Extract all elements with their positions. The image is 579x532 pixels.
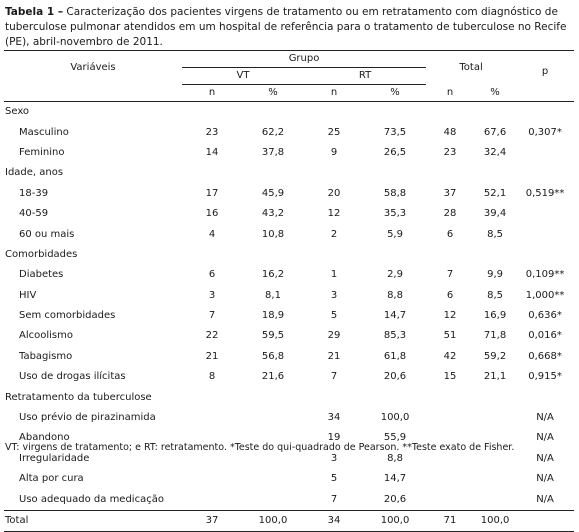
section-header-row xyxy=(4,387,574,407)
cell-p: 0,109** xyxy=(525,269,565,281)
row-label: 40-59 xyxy=(19,208,49,220)
cell-p xyxy=(516,143,574,163)
cell-tot-pct xyxy=(474,469,516,489)
cell-vt-n: 4 xyxy=(208,228,216,240)
cell-tot-n xyxy=(426,408,474,428)
header-row-group xyxy=(4,51,574,68)
cell-vt-n: 17 xyxy=(205,187,219,199)
cell-rt-pct: 35,3 xyxy=(383,208,407,220)
section-title: Retratamento da tuberculose xyxy=(5,391,152,403)
cell-p: N/A xyxy=(536,493,554,505)
cell-rt-pct: 85,3 xyxy=(383,330,407,342)
table-row xyxy=(4,143,574,163)
cell-vt-pct: 16,2 xyxy=(261,269,285,281)
table-row xyxy=(4,184,574,204)
cell-tot-pct xyxy=(474,489,516,510)
header-rt-pct: % xyxy=(364,85,426,102)
cell-vt-pct: 21,6 xyxy=(261,371,285,383)
cell-tot-pct: 59,2 xyxy=(483,350,507,362)
cell-rt-n: 7 xyxy=(330,371,338,383)
cell-tot-pct: 67,6 xyxy=(483,126,507,138)
cell-rt-n: 7 xyxy=(330,493,338,505)
section-title: Idade, anos xyxy=(5,167,64,179)
data-table-container xyxy=(4,50,574,532)
cell-p xyxy=(516,224,574,244)
total-vt-n: 37 xyxy=(182,510,242,531)
cell-tot-pct: 8,5 xyxy=(487,289,503,301)
cell-vt-pct xyxy=(242,408,304,428)
header-tot-pct: % xyxy=(474,85,516,102)
cell-tot-n xyxy=(426,469,474,489)
cell-rt-n: 1 xyxy=(330,269,338,281)
header-vt-n: n xyxy=(182,85,242,102)
cell-rt-pct: 5,9 xyxy=(387,228,403,240)
cell-rt-pct: 8,8 xyxy=(387,452,403,464)
cell-rt-n: 12 xyxy=(327,208,341,220)
row-label: Irregularidade xyxy=(19,452,90,464)
cell-p: 0,636* xyxy=(528,310,562,322)
caption-text: Caracterização dos pacientes virgens de tratamento ou em retratamento com diagnóstico de tuberculose pulmonar atendidos em um hospital de referência para o tratamento de tuberculose no Recife (PE), abril-novembro de 2011. xyxy=(5,6,567,48)
cell-rt-pct: 61,8 xyxy=(383,350,407,362)
row-label: Feminino xyxy=(19,146,65,158)
cell-tot-n: 51 xyxy=(443,330,457,342)
cell-vt-pct: 56,8 xyxy=(261,350,285,362)
cell-tot-n: 37 xyxy=(443,187,457,199)
header-blank xyxy=(4,85,182,102)
cell-tot-n: 7 xyxy=(446,269,454,281)
table-caption xyxy=(5,5,575,50)
cell-p: 0,307* xyxy=(528,126,562,138)
cell-vt-n: 16 xyxy=(205,208,219,220)
cell-rt-pct: 73,5 xyxy=(383,126,407,138)
total-vt-pct: 100,0 xyxy=(242,510,304,531)
cell-p xyxy=(516,204,574,224)
cell-vt-pct: 10,8 xyxy=(261,228,285,240)
cell-rt-n: 5 xyxy=(330,310,338,322)
cell-rt-n: 5 xyxy=(330,473,338,485)
cell-rt-pct: 58,8 xyxy=(383,187,407,199)
cell-rt-pct: 2,9 xyxy=(387,269,403,281)
header-rt-n: n xyxy=(304,85,364,102)
cell-tot-pct: 71,8 xyxy=(483,330,507,342)
cell-rt-pct: 20,6 xyxy=(383,493,407,505)
cell-vt-pct: 59,5 xyxy=(261,330,285,342)
header-vt-pct: % xyxy=(242,85,304,102)
header-vt: VT xyxy=(182,68,304,85)
cell-vt-pct xyxy=(242,469,304,489)
cell-tot-pct: 16,9 xyxy=(483,310,507,322)
cell-tot-n: 6 xyxy=(446,228,454,240)
row-label: 60 ou mais xyxy=(19,228,75,240)
cell-vt-pct xyxy=(242,489,304,510)
header-grupo: Grupo xyxy=(182,51,426,68)
cell-vt-n: 6 xyxy=(208,269,216,281)
cell-vt-pct: 43,2 xyxy=(261,208,285,220)
cell-tot-n: 28 xyxy=(443,208,457,220)
cell-rt-pct: 20,6 xyxy=(383,371,407,383)
cell-p: 0,915* xyxy=(528,371,562,383)
cell-vt-n: 8 xyxy=(208,371,216,383)
cell-tot-n: 42 xyxy=(443,350,457,362)
table-row xyxy=(4,204,574,224)
total-rt-pct: 100,0 xyxy=(364,510,426,531)
cell-tot-n: 23 xyxy=(443,146,457,158)
header-blank-p xyxy=(516,85,574,102)
section-header-row xyxy=(4,102,574,123)
cell-p: N/A xyxy=(536,412,554,424)
header-total: Total xyxy=(426,51,516,85)
cell-tot-pct: 21,1 xyxy=(483,371,507,383)
header-rt: RT xyxy=(304,68,426,85)
row-label: Sem comorbidades xyxy=(19,310,116,322)
cell-tot-pct: 8,5 xyxy=(487,228,503,240)
row-label: Alta por cura xyxy=(19,473,84,485)
cell-rt-pct: 14,7 xyxy=(383,473,407,485)
table-row xyxy=(4,326,574,346)
row-label: Uso prévio de pirazinamida xyxy=(19,412,156,424)
data-table xyxy=(4,50,574,532)
cell-tot-n: 6 xyxy=(446,289,454,301)
cell-vt-pct: 18,9 xyxy=(261,310,285,322)
cell-rt-n: 2 xyxy=(330,228,338,240)
cell-tot-pct: 39,4 xyxy=(483,208,507,220)
cell-p: N/A xyxy=(536,473,554,485)
total-p xyxy=(516,510,574,531)
table-row xyxy=(4,306,574,326)
total-row xyxy=(4,510,574,531)
cell-vt-n: 14 xyxy=(205,146,219,158)
cell-tot-pct: 9,9 xyxy=(487,269,503,281)
cell-vt-n xyxy=(182,408,242,428)
cell-vt-n: 23 xyxy=(205,126,219,138)
cell-vt-n xyxy=(182,489,242,510)
row-label: 18-39 xyxy=(19,187,49,199)
table-footnote: VT: virgens de tratamento; e RT: retratamento. *Teste do qui-quadrado de Pearson. **Teste exato de Fisher. xyxy=(5,442,515,453)
cell-tot-pct xyxy=(474,408,516,428)
row-label: Alcoolismo xyxy=(19,330,73,342)
cell-p: 0,519** xyxy=(525,187,565,199)
section-title: Comorbidades xyxy=(5,248,78,260)
cell-rt-pct: 14,7 xyxy=(383,310,407,322)
row-label: Masculino xyxy=(19,126,69,138)
section-header-row xyxy=(4,245,574,265)
total-tot-pct: 100,0 xyxy=(474,510,516,531)
cell-rt-n: 3 xyxy=(330,289,338,301)
row-label: Uso de drogas ilícitas xyxy=(19,371,126,383)
section-header-row xyxy=(4,163,574,183)
cell-rt-n: 9 xyxy=(330,146,338,158)
cell-rt-pct: 100,0 xyxy=(380,412,410,424)
table-row xyxy=(4,347,574,367)
cell-tot-n: 48 xyxy=(443,126,457,138)
cell-rt-pct: 26,5 xyxy=(383,146,407,158)
header-variables: Variáveis xyxy=(4,51,182,85)
total-rt-n: 34 xyxy=(304,510,364,531)
table-row xyxy=(4,224,574,244)
table-row xyxy=(4,469,574,489)
cell-vt-pct: 62,2 xyxy=(261,126,285,138)
cell-tot-n: 12 xyxy=(443,310,457,322)
header-tot-n: n xyxy=(426,85,474,102)
cell-vt-n: 7 xyxy=(208,310,216,322)
cell-p: 0,668* xyxy=(528,350,562,362)
total-label: Total xyxy=(4,510,182,531)
cell-vt-n: 3 xyxy=(208,289,216,301)
cell-tot-n xyxy=(426,489,474,510)
cell-p: N/A xyxy=(536,432,554,444)
cell-p: 0,016* xyxy=(528,330,562,342)
cell-vt-n: 21 xyxy=(205,350,219,362)
row-label: Diabetes xyxy=(19,269,64,281)
cell-rt-pct: 55,9 xyxy=(383,432,407,444)
caption-label: Tabela 1 – xyxy=(5,6,64,18)
cell-vt-pct: 37,8 xyxy=(261,146,285,158)
cell-rt-n: 20 xyxy=(327,187,341,199)
row-label: Abandono xyxy=(19,432,70,444)
table-row xyxy=(4,265,574,285)
cell-tot-pct: 52,1 xyxy=(483,187,507,199)
total-tot-n: 71 xyxy=(426,510,474,531)
cell-rt-n: 34 xyxy=(327,412,341,424)
cell-rt-n: 21 xyxy=(327,350,341,362)
table-row xyxy=(4,489,574,510)
cell-p: 1,000** xyxy=(525,289,565,301)
cell-vt-pct: 8,1 xyxy=(265,289,281,301)
cell-rt-n: 19 xyxy=(327,432,341,444)
row-label: HIV xyxy=(19,289,37,301)
cell-rt-pct: 8,8 xyxy=(387,289,403,301)
table-row xyxy=(4,408,574,428)
section-title: Sexo xyxy=(5,106,30,118)
cell-vt-n xyxy=(182,469,242,489)
cell-rt-n: 3 xyxy=(330,452,338,464)
cell-tot-n: 15 xyxy=(443,371,457,383)
cell-p: N/A xyxy=(536,452,554,464)
table-row xyxy=(4,367,574,387)
cell-vt-n: 22 xyxy=(205,330,219,342)
cell-vt-pct: 45,9 xyxy=(261,187,285,199)
header-row-n-pct xyxy=(4,85,574,102)
row-label: Tabagismo xyxy=(19,350,73,362)
cell-rt-n: 29 xyxy=(327,330,341,342)
cell-tot-pct: 32,4 xyxy=(483,146,507,158)
table-row xyxy=(4,122,574,142)
row-label: Uso adequado da medicação xyxy=(19,493,164,505)
cell-rt-n: 25 xyxy=(327,126,341,138)
header-p: p xyxy=(516,51,574,85)
table-row xyxy=(4,286,574,306)
